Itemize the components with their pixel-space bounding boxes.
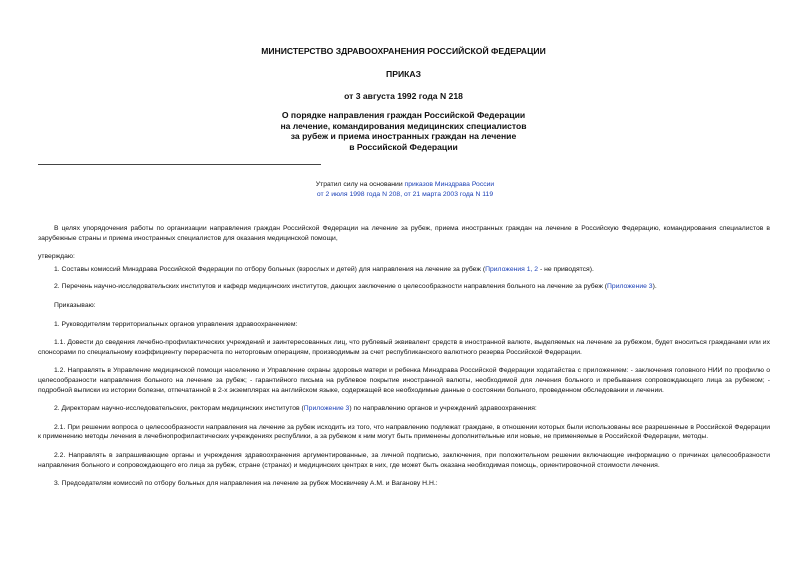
separator-rule xyxy=(38,164,321,165)
order-item-1-1: 1.1. Довести до сведения лечебно-профилактических учреждений и заинтересованных лиц, что рублевый эквивалент средств в иностранной валюте, выделяемых на лечение за рубежом, будет вноситься гражданами или их спонсорами по специальному коэффициенту перерасчета по неторговым операциям, производимым за счет республиканского валютного резерва Российской Федерации. xyxy=(38,339,770,356)
order-item-1-2: 1.2. Направлять в Управление медицинской помощи населению и Управление охраны здоровья матери и ребенка Минздрава Российской Федерации ходатайства с приложением: - заключения головного НИИ по профилю о целесообразности направления больного на лечение за рубеж; - гарантийного письма на рублевое покрытие иностранной валюты, необходимой для лечения больного и пребывания сопровождающего лица за рубежом; - подробной выписки из истории болезни, отпечатанной в 2-х экземплярах на английском языке, содержащей все необходимые данные о состоянии больного, проведенном обследовании и лечении. xyxy=(38,367,770,394)
appendix-1-2-link[interactable]: Приложения 1, 2 xyxy=(485,265,539,273)
approve-paragraph: утверждаю: xyxy=(38,253,75,261)
title-line: на лечение, командирования медицинских специалистов xyxy=(280,120,527,131)
order-item-2-2: 2.2. Направлять в запрашивающие органы и учреждения здравоохранения аргументированные, за личной подписью, заключения, при положительном решении включающие информацию о причинах целесообразности направления больного и сопровождающего его лица за рубеж, стране (странах) и медицинских центрах в них, где может быть оказана необходимая помощь, ориентировочной стоимости лечения. xyxy=(38,451,770,469)
appendix-3-link-2[interactable]: Приложение 3 xyxy=(303,405,350,413)
title-line: О порядке направления граждан Российской Федерации xyxy=(281,110,526,120)
order-item-2-1: 2.1. При решении вопроса о целесообразности направления на лечение за рубеж исходить из того, что направлению подлежат граждане, в отношении которых были использованы все разрешенные в Российской Федерации к применению методы лечения в лечебнопрофилактических учреждениях республики, а за рубежом к ним могут быть применены дополнительные или новые, не применяемые в Российской Федерации, методы. xyxy=(38,423,770,441)
order-item-1: 1. Руководителям территориальных органов управления здравоохранением: xyxy=(54,320,298,328)
approve-item-1: 1. Составы комиссий Минздрава Российской Федерации по отбору больных (взрослых и детей) для направления на лечение за рубеж (Приложения 1, 2 - не приводятся). xyxy=(54,265,594,273)
document-body xyxy=(38,224,770,498)
order-item-3: 3. Председателям комиссий по отбору больных для направления на лечение за рубеж Москвичеву А.М. и Ваганову Н.Н.: xyxy=(54,480,438,488)
doc-type-heading: ПРИКАЗ xyxy=(386,69,421,79)
revocation-link-orders[interactable]: приказов Минздрава России xyxy=(404,181,495,188)
appendix-3-link[interactable]: Приложение 3 xyxy=(607,283,653,291)
document-title xyxy=(0,110,807,152)
revocation-text: Утратил силу на основании xyxy=(315,181,405,188)
order-paragraph: Приказываю: xyxy=(54,301,96,309)
preamble-paragraph: В целях упорядочения работы по организации направления граждан Российской Федерации на лечение за рубеж, приема иностранных граждан на лечение в Российскую Федерацию, командирования специалистов в зарубежные страны и приема иностранных специалистов для оказания медицинской помощи, xyxy=(38,225,770,242)
revocation-link-dates[interactable]: от 2 июля 1998 года N 208, от 21 марта 2003 года N 119 xyxy=(316,191,494,198)
ministry-heading: МИНИСТЕРСТВО ЗДРАВООХРАНЕНИЯ РОССИЙСКОЙ ФЕДЕРАЦИИ xyxy=(261,46,546,56)
revocation-note xyxy=(300,180,510,200)
approve-item-2: 2. Перечень научно-исследовательских институтов и кафедр медицинских институтов, дающих заключение о целесообразности направления больного на лечение за рубеж (Приложение 3). xyxy=(54,283,657,291)
order-item-2: 2. Директорам научно-исследовательских, ректорам медицинских институтов (Приложение 3) по направлению органов и учреждений здравоохранения: xyxy=(54,405,537,413)
title-line: в Российской Федерации xyxy=(349,141,458,152)
title-line: за рубеж и приема иностранных граждан на лечение xyxy=(290,131,517,141)
date-number-heading: от 3 августа 1992 года N 218 xyxy=(344,91,463,101)
